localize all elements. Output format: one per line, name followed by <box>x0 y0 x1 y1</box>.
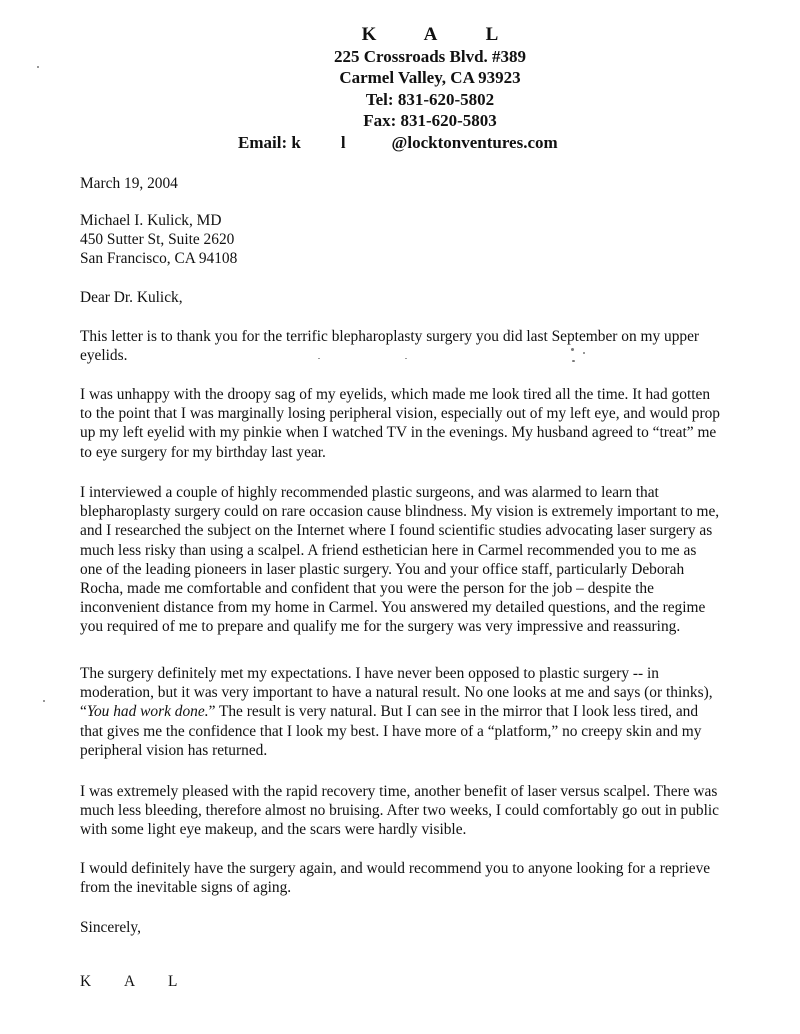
scan-speck <box>43 700 45 702</box>
signature-initial-k: K <box>80 973 92 990</box>
result-quote: You had work done. <box>86 703 209 721</box>
scan-speck <box>318 358 320 359</box>
email-domain[interactable]: @locktonventures.com <box>391 132 558 152</box>
paragraph-recommendation: I would definitely have the surgery again, and would recommend you to anyone looking for a reprieve from the inevitable signs of aging. <box>80 860 711 897</box>
letterhead-initials <box>0 24 800 46</box>
letter-date: March 19, 2004 <box>80 175 178 192</box>
fax: Fax: 831-620-5803 <box>363 111 497 130</box>
scan-speck <box>405 358 407 359</box>
paragraph-thanks: This letter is to thank you for the terrific blepharoplasty surgery you did last September on my upper eyelids. <box>80 328 700 365</box>
scan-speck <box>583 352 585 354</box>
letterhead <box>0 24 800 153</box>
recipient-city: San Francisco, CA 94108 <box>80 250 238 268</box>
paragraph-result <box>80 664 720 760</box>
telephone: Tel: 831-620-5802 <box>365 89 495 109</box>
scan-speck <box>37 66 39 68</box>
initial-a: A <box>423 24 438 45</box>
initial-l: L <box>485 24 499 45</box>
scan-speck <box>571 348 574 351</box>
signature-initial-a: A <box>124 973 136 990</box>
paragraph-research: I interviewed a couple of highly recommended plastic surgeons, and was alarmed to learn that blepharoplasty surgery could on rare occasion cause blindness. My vision is extremely important to me, and I researched the subject on the Internet where I found scientific studies advocating laser surgery as much less risky than using a scalpel. A friend esthetician here in Carmel recommended you to me as one of the leading pioneers in laser plastic surgery. You and your office staff, particularly Deborah Rocha, made me comfortable and confident that you were the person for the job – despite the inconvenient distance from my home in Carmel. You answered my detailed questions, and the regime you required of me to prepare and qualify me for the surgery was very impressive and reassuring. <box>80 484 720 636</box>
address-line-1: 225 Crossroads Blvd. #389 <box>333 46 527 66</box>
address-line-2: Carmel Valley, CA 93923 <box>339 68 521 87</box>
initial-k: K <box>361 24 377 45</box>
paragraph-problem: I was unhappy with the droopy sag of my eyelids, which made me look tired all the time. It had gotten to the point that I was marginally losing peripheral vision, especially out of my left eye, and would prop up my left eyelid with my pinkie when I watched TV in the evenings. My husband agreed to “treat” me to eye surgery for my birthday last year. <box>80 386 720 461</box>
signature-initials <box>80 973 212 991</box>
scan-speck <box>572 360 575 362</box>
signature-initial-l: L <box>168 973 178 990</box>
result-text-2: ” The result is very natural. But I can see in the mirror that I look less tired, and that gives me the confidence that I look my best. I have more of a “platform,” no creepy skin and my peripheral vision has returned. <box>80 703 702 759</box>
closing: Sincerely, <box>80 919 141 936</box>
recipient-name: Michael I. Kulick, MD <box>80 212 222 229</box>
result-text-1: The surgery definitely met my expectations. I have never been opposed to plastic surgery -- in moderation, but it was very important to have a natural result. No one looks at me and says (or thinks), “ <box>80 665 713 721</box>
recipient-street: 450 Sutter St, Suite 2620 <box>80 231 235 249</box>
salutation: Dear Dr. Kulick, <box>80 289 183 306</box>
email-mid: l <box>340 132 346 152</box>
paragraph-recovery: I was extremely pleased with the rapid recovery time, another benefit of laser versus scalpel. There was much less bleeding, therefore almost no bruising. After two weeks, I could comfortably go out in public with some light eye makeup, and the scars were hardly visible. <box>80 783 719 839</box>
email-label: Email: k <box>238 132 301 152</box>
email-line <box>0 132 800 154</box>
recipient-address <box>80 211 720 269</box>
